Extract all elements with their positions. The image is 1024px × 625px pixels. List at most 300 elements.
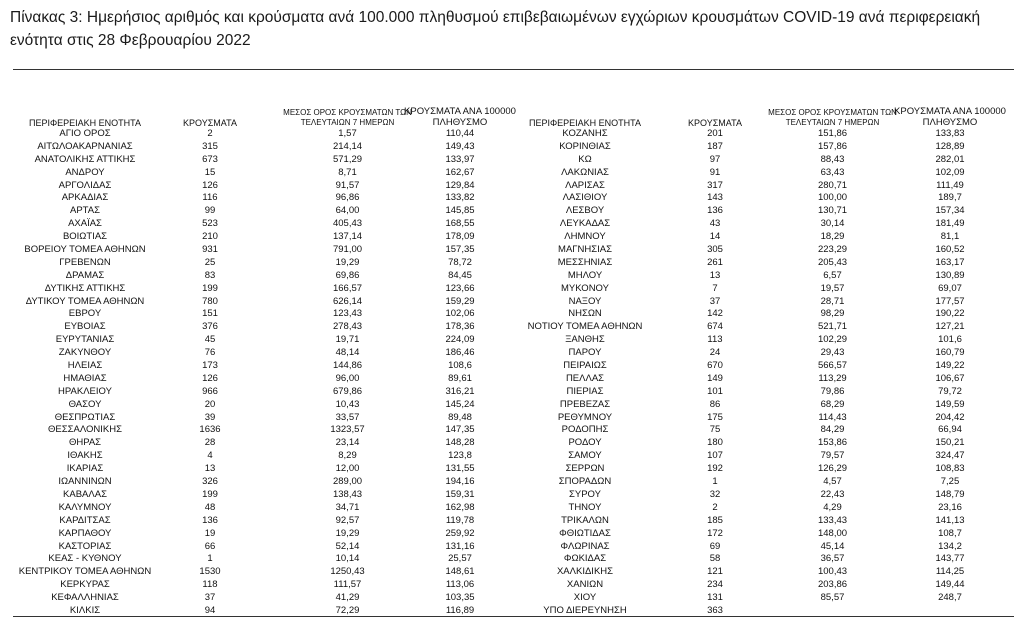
cell-avg7: 29,43 — [820, 347, 845, 359]
cell-unit: ΑΓΙΟ ΟΡΟΣ — [59, 128, 111, 139]
cell-cases: 376 — [202, 321, 218, 333]
cell-avg7: 88,43 — [820, 153, 845, 165]
cell-per100k: 189,7 — [938, 192, 962, 204]
cell-cases: 187 — [707, 140, 723, 152]
cell-per100k: 190,22 — [935, 308, 965, 320]
cell-avg7: 19,71 — [335, 334, 360, 346]
cell-avg7: 521,71 — [817, 321, 848, 333]
cell-per100k: 69,07 — [938, 282, 962, 294]
cell-avg7: 1323,57 — [330, 424, 365, 436]
cell-cases: 113 — [707, 334, 723, 346]
cell-unit: ΦΘΙΩΤΙΔΑΣ — [559, 527, 611, 539]
cell-cases: 28 — [204, 437, 216, 449]
cell-per100k: 148,79 — [935, 488, 965, 500]
cell-avg7: 23,14 — [335, 437, 360, 449]
cell-cases: 201 — [707, 128, 723, 139]
cell-per100k: 204,42 — [935, 411, 965, 423]
cell-cases: 86 — [709, 398, 721, 410]
cell-per100k: 181,49 — [935, 218, 965, 230]
cell-cases: 931 — [202, 244, 218, 256]
cell-cases: 4 — [207, 450, 213, 462]
cell-per100k: 102,06 — [445, 308, 475, 320]
cell-per100k: 178,09 — [445, 231, 475, 243]
cell-unit: ΑΧΑΪΑΣ — [68, 218, 102, 230]
cell-per100k: 7,25 — [940, 476, 960, 488]
cell-cases: 149 — [707, 372, 723, 384]
cell-avg7: 91,57 — [335, 179, 360, 191]
cell-unit: ΗΡΑΚΛΕΙΟΥ — [58, 385, 112, 397]
cell-cases: 192 — [707, 463, 723, 475]
cell-unit: ΑΙΤΩΛΟΑΚΑΡΝΑΝΙΑΣ — [37, 140, 133, 152]
cell-per100k: 259,92 — [445, 527, 475, 539]
cell-avg7: 72,29 — [335, 604, 360, 616]
cell-cases: 136 — [707, 205, 723, 217]
cell-avg7: 138,43 — [332, 488, 363, 500]
cell-per100k: 159,29 — [445, 295, 475, 307]
cell-unit: ΛΗΜΝΟΥ — [564, 231, 606, 243]
cell-avg7: 41,29 — [335, 592, 360, 604]
cell-unit: ΗΜΑΘΙΑΣ — [63, 372, 107, 384]
cell-unit: ΚΟΡΙΝΘΙΑΣ — [559, 140, 611, 152]
cell-per100k: 66,94 — [938, 424, 962, 436]
cell-per100k: 141,13 — [935, 514, 965, 526]
cell-per100k: 131,55 — [445, 463, 475, 475]
header-unit: ΠΕΡΙΦΕΡΕΙΑΚΗ ΕΝΟΤΗΤΑ — [528, 118, 642, 128]
cell-avg7: 166,57 — [332, 282, 363, 294]
cell-per100k: 178,36 — [445, 321, 475, 333]
cell-avg7: 223,29 — [817, 244, 848, 256]
cell-avg7: 52,14 — [335, 540, 360, 552]
cell-unit: ΚΕΑΣ - ΚΥΘΝΟΥ — [48, 553, 122, 565]
cell-cases: 142 — [707, 308, 723, 320]
cell-cases: 37 — [204, 592, 216, 604]
cell-avg7: 36,57 — [820, 553, 845, 565]
cell-unit: ΘΗΡΑΣ — [68, 437, 102, 449]
cell-per100k: 23,16 — [938, 501, 962, 513]
cell-cases: 48 — [204, 501, 216, 513]
cell-per100k: 194,16 — [445, 476, 475, 488]
cell-cases: 2 — [712, 501, 718, 513]
cell-cases: 234 — [707, 579, 723, 591]
cell-unit: ΙΚΑΡΙΑΣ — [66, 463, 104, 475]
cell-cases: 180 — [707, 437, 723, 449]
cell-cases: 25 — [204, 256, 216, 268]
cell-cases: 101 — [707, 385, 723, 397]
cell-avg7: 96,86 — [335, 192, 360, 204]
cell-per100k: 143,77 — [935, 553, 965, 565]
cell-cases: 210 — [202, 231, 218, 243]
cell-unit: ΤΡΙΚΑΛΩΝ — [561, 514, 609, 526]
cell-cases: 39 — [204, 411, 216, 423]
cell-cases: 1 — [712, 476, 718, 488]
cell-unit: ΜΗΛΟΥ — [567, 269, 603, 281]
cell-avg7: 102,29 — [817, 334, 848, 346]
cell-per100k: 248,7 — [938, 592, 962, 604]
cell-unit: ΝΟΤΙΟΥ ΤΟΜΕΑ ΑΘΗΝΩΝ — [527, 321, 643, 333]
cell-cases: 305 — [707, 244, 723, 256]
cell-cases: 175 — [707, 411, 723, 423]
cell-cases: 116 — [202, 192, 218, 204]
cell-per100k: 123,66 — [445, 282, 475, 294]
cell-unit: ΚΩ — [578, 153, 592, 165]
cell-avg7: 79,86 — [820, 385, 845, 397]
cell-cases: 69 — [709, 540, 721, 552]
cell-avg7: 10,43 — [335, 398, 360, 410]
cell-avg7: 85,57 — [820, 592, 845, 604]
cell-unit: ΛΑΚΩΝΙΑΣ — [561, 166, 609, 178]
cell-unit: ΠΕΙΡΑΙΩΣ — [563, 360, 607, 372]
top-rule — [13, 69, 1014, 70]
table-caption: Πίνακας 3: Ημερήσιος αριθμός και κρούσματα ανά 100.000 πληθυσμού επιβεβαιωμένων εγχώριων κρουσμάτων COVID-19 ανά περιφερειακή ενότητα στις 28 Φεβρουαρίου 2022 — [10, 9, 981, 49]
cell-avg7: 280,71 — [817, 179, 848, 191]
cell-per100k: 123,8 — [448, 450, 472, 462]
cell-per100k: 157,34 — [935, 205, 965, 217]
cell-avg7: 114,43 — [818, 411, 847, 423]
cell-avg7: 571,29 — [332, 153, 363, 165]
cell-unit: ΚΕΦΑΛΛΗΝΙΑΣ — [51, 592, 119, 604]
cell-per100k: 116,89 — [445, 604, 475, 616]
cell-avg7: 626,14 — [332, 295, 363, 307]
cell-cases: 91 — [709, 166, 721, 178]
header-avg7: ΜΕΣΟΣ ΟΡΟΣ ΚΡΟΥΣΜΑΤΩΝ ΤΩΝ ΤΕΛΕΥΤΑΙΩΝ 7 ΗΜΕΡΩΝ — [283, 108, 412, 127]
cell-per100k: 134,2 — [938, 540, 962, 552]
cell-unit: ΣΥΡΟΥ — [569, 488, 601, 500]
cell-per100k: 159,31 — [445, 488, 475, 500]
cell-unit: ΛΕΣΒΟΥ — [565, 205, 605, 217]
cell-per100k: 25,57 — [448, 553, 472, 565]
cell-per100k: 148,61 — [445, 566, 475, 578]
cell-unit: ΜΑΓΝΗΣΙΑΣ — [558, 244, 612, 256]
cell-avg7: 8,71 — [338, 166, 357, 178]
cell-per100k: 102,09 — [935, 166, 965, 178]
cell-unit: ΘΕΣΣΑΛΟΝΙΚΗΣ — [48, 424, 122, 436]
cell-per100k: 157,35 — [445, 244, 475, 256]
cell-avg7: 123,43 — [332, 308, 363, 320]
cell-cases: 151 — [202, 308, 218, 320]
cell-per100k: 113,06 — [445, 579, 475, 591]
cell-unit: ΚΕΝΤΡΙΚΟΥ ΤΟΜΕΑ ΑΘΗΝΩΝ — [18, 566, 152, 578]
cell-cases: 13 — [204, 463, 216, 475]
cell-cases: 1530 — [199, 566, 221, 578]
cell-per100k: 160,79 — [935, 347, 965, 359]
cell-avg7: 133,43 — [817, 514, 848, 526]
cell-unit: ΝΗΣΩΝ — [568, 308, 602, 320]
cell-per100k: 177,57 — [935, 295, 965, 307]
cell-cases: 1 — [207, 553, 213, 565]
header-per100k: ΚΡΟΥΣΜΑΤΑ ΑΝΑ 100000 ΠΛΗΘΥΣΜΟ — [404, 106, 516, 128]
cell-avg7: 12,00 — [335, 463, 360, 475]
cell-unit: ΚΑΡΠΑΘΟΥ — [58, 527, 112, 539]
cell-unit: ΥΠΟ ΔΙΕΡΕΥΝΗΣΗ — [543, 604, 627, 616]
cell-avg7: 4,57 — [823, 476, 842, 488]
cell-avg7: 113,29 — [818, 372, 847, 384]
cell-avg7: 18,29 — [820, 231, 845, 243]
cell-unit: ΓΡΕΒΕΝΩΝ — [59, 256, 111, 268]
cell-per100k: 133,82 — [445, 192, 475, 204]
cell-unit: ΑΡΤΑΣ — [70, 205, 100, 217]
cell-unit: ΣΠΟΡΑΔΩΝ — [558, 476, 612, 488]
cell-avg7: 34,71 — [335, 501, 360, 513]
cell-cases: 118 — [202, 579, 218, 591]
cell-cases: 19 — [204, 527, 216, 539]
cell-unit: ΛΑΡΙΣΑΣ — [565, 179, 605, 191]
cell-unit: ΚΑΣΤΟΡΙΑΣ — [58, 540, 112, 552]
cell-cases: 173 — [202, 360, 218, 372]
cell-unit: ΣΑΜΟΥ — [568, 450, 602, 462]
cell-per100k: 162,67 — [445, 166, 475, 178]
cell-unit: ΡΕΘΥΜΝΟΥ — [557, 411, 613, 423]
cell-avg7: 214,14 — [332, 140, 363, 152]
cell-cases: 126 — [202, 179, 218, 191]
cell-per100k: 145,24 — [445, 398, 475, 410]
cell-cases: 13 — [709, 269, 721, 281]
cell-cases: 121 — [707, 566, 723, 578]
cell-cases: 83 — [204, 269, 216, 281]
cell-per100k: 114,25 — [935, 566, 965, 578]
cell-avg7: 205,43 — [817, 256, 848, 268]
cell-avg7: 100,43 — [817, 566, 848, 578]
cell-avg7: 153,86 — [817, 437, 848, 449]
cell-unit: ΑΝΔΡΟΥ — [65, 166, 105, 178]
cell-avg7: 19,29 — [335, 256, 360, 268]
cell-cases: 315 — [202, 140, 218, 152]
cell-unit: ΗΛΕΙΑΣ — [67, 360, 103, 372]
cell-unit: ΖΑΚΥΝΘΟΥ — [58, 347, 112, 359]
cell-cases: 673 — [202, 153, 218, 165]
cell-unit: ΔΡΑΜΑΣ — [65, 269, 105, 281]
cell-per100k: 108,7 — [938, 527, 962, 539]
cell-per100k: 133,83 — [935, 128, 965, 139]
cell-unit: ΙΩΑΝΝΙΝΩΝ — [58, 476, 112, 488]
cell-per100k: 78,72 — [448, 256, 472, 268]
cell-unit: ΚΑΛΥΜΝΟΥ — [58, 501, 112, 513]
cell-per100k: 149,22 — [935, 360, 965, 372]
cell-cases: 185 — [707, 514, 723, 526]
cell-per100k: 103,35 — [445, 592, 475, 604]
cell-per100k: 168,55 — [445, 218, 475, 230]
cell-avg7: 96,00 — [335, 372, 360, 384]
cell-avg7: 10,14 — [335, 553, 360, 565]
cell-unit: ΠΑΡΟΥ — [568, 347, 602, 359]
cell-cases: 131 — [707, 592, 723, 604]
cell-cases: 99 — [204, 205, 216, 217]
cell-unit: ΚΕΡΚΥΡΑΣ — [60, 579, 110, 591]
cell-avg7: 203,86 — [817, 579, 848, 591]
cell-per100k: 150,21 — [935, 437, 965, 449]
cell-unit: ΔΥΤΙΚΟΥ ΤΟΜΕΑ ΑΘΗΝΩΝ — [25, 295, 145, 307]
cell-avg7: 1,57 — [338, 128, 357, 139]
cell-cases: 45 — [204, 334, 216, 346]
header-per100k: ΚΡΟΥΣΜΑΤΑ ΑΝΑ 100000 ΠΛΗΘΥΣΜΟ — [894, 106, 1006, 128]
cell-avg7: 4,29 — [823, 501, 842, 513]
cell-avg7: 157,86 — [817, 140, 848, 152]
cell-unit: ΜΥΚΟΝΟΥ — [561, 282, 609, 294]
cell-avg7: 405,43 — [332, 218, 363, 230]
cell-per100k: 89,48 — [448, 411, 472, 423]
cell-unit: ΚΑΡΔΙΤΣΑΣ — [59, 514, 111, 526]
cell-per100k: 108,83 — [935, 463, 965, 475]
cell-unit: ΒΟΡΕΙΟΥ ΤΟΜΕΑ ΑΘΗΝΩΝ — [24, 244, 146, 256]
header-unit: ΠΕΡΙΦΕΡΕΙΑΚΗ ΕΝΟΤΗΤΑ — [28, 118, 142, 128]
cell-unit: ΚΙΛΚΙΣ — [69, 604, 101, 616]
cell-unit: ΡΟΔΟΥ — [568, 437, 602, 449]
cell-avg7: 19,29 — [335, 527, 360, 539]
cell-cases: 1636 — [199, 424, 221, 436]
cell-avg7: 63,43 — [820, 166, 845, 178]
cell-unit: ΧΑΛΚΙΔΙΚΗΣ — [556, 566, 614, 578]
bottom-rule — [13, 616, 1014, 617]
cell-avg7: 79,57 — [820, 450, 845, 462]
cell-cases: 15 — [204, 166, 216, 178]
cell-cases: 780 — [202, 295, 218, 307]
cell-cases: 75 — [709, 424, 721, 436]
cell-avg7: 69,86 — [335, 269, 360, 281]
cell-unit: ΕΒΡΟΥ — [68, 308, 102, 320]
cell-per100k: 89,61 — [448, 372, 472, 384]
cell-cases: 76 — [204, 347, 216, 359]
cell-cases: 136 — [202, 514, 218, 526]
cell-avg7: 289,00 — [332, 476, 363, 488]
cell-unit: ΑΡΚΑΔΙΑΣ — [61, 192, 109, 204]
cell-per100k: 324,47 — [935, 450, 965, 462]
cell-unit: ΠΡΕΒΕΖΑΣ — [559, 398, 611, 410]
cell-per100k: 147,35 — [445, 424, 475, 436]
cell-cases: 58 — [709, 553, 721, 565]
cell-avg7: 22,43 — [820, 488, 845, 500]
cell-per100k: 160,52 — [935, 244, 965, 256]
cell-unit: ΦΛΩΡΙΝΑΣ — [560, 540, 610, 552]
cell-unit: ΒΟΙΩΤΙΑΣ — [62, 231, 108, 243]
cell-avg7: 111,57 — [333, 579, 362, 591]
cell-per100k: 149,59 — [935, 398, 965, 410]
cell-per100k: 149,44 — [935, 579, 965, 591]
cell-unit: ΦΩΚΙΔΑΣ — [563, 553, 607, 565]
cell-per100k: 282,01 — [935, 153, 965, 165]
cell-avg7: 33,57 — [335, 411, 360, 423]
cell-cases: 172 — [707, 527, 723, 539]
cell-cases: 66 — [204, 540, 216, 552]
cell-cases: 966 — [202, 385, 218, 397]
cell-unit: ΘΑΣΟΥ — [68, 398, 102, 410]
cell-avg7: 6,57 — [823, 269, 842, 281]
cell-cases: 670 — [707, 360, 723, 372]
cell-avg7: 19,57 — [820, 282, 845, 294]
cell-per100k: 84,45 — [448, 269, 472, 281]
cell-cases: 97 — [709, 153, 721, 165]
cell-per100k: 128,89 — [935, 140, 965, 152]
cell-per100k: 130,89 — [935, 269, 965, 281]
cell-unit: ΚΑΒΑΛΑΣ — [63, 488, 107, 500]
cell-avg7: 278,43 — [332, 321, 363, 333]
cell-avg7: 130,71 — [817, 205, 848, 217]
cell-per100k: 133,97 — [445, 153, 475, 165]
cell-cases: 261 — [707, 256, 723, 268]
cell-unit: ΕΥΡΥΤΑΝΙΑΣ — [55, 334, 115, 346]
cell-cases: 94 — [204, 604, 216, 616]
cell-per100k: 110,44 — [445, 128, 475, 139]
cell-per100k: 186,46 — [445, 347, 475, 359]
cell-cases: 126 — [202, 372, 218, 384]
cell-unit: ΑΡΓΟΛΙΔΑΣ — [58, 179, 112, 191]
cell-per100k: 149,43 — [445, 140, 475, 152]
cell-per100k: 108,6 — [448, 360, 472, 372]
cell-cases: 107 — [707, 450, 723, 462]
cell-cases: 2 — [207, 128, 213, 139]
cell-unit: ΞΑΝΘΗΣ — [565, 334, 605, 346]
cell-avg7: 791,00 — [332, 244, 363, 256]
cell-avg7: 92,57 — [335, 514, 360, 526]
cell-avg7: 137,14 — [332, 231, 363, 243]
cell-cases: 14 — [709, 231, 721, 243]
cell-unit: ΘΕΣΠΡΩΤΙΑΣ — [54, 411, 116, 423]
cell-unit: ΔΥΤΙΚΗΣ ΑΤΤΙΚΗΣ — [44, 282, 126, 294]
cell-avg7: 8,29 — [338, 450, 357, 462]
cell-avg7: 98,29 — [820, 308, 845, 320]
cell-unit: ΠΙΕΡΙΑΣ — [566, 385, 604, 397]
cell-avg7: 28,71 — [820, 295, 845, 307]
cell-avg7: 100,00 — [817, 192, 848, 204]
cell-per100k: 127,21 — [935, 321, 965, 333]
cell-per100k: 316,21 — [445, 385, 475, 397]
cell-cases: 24 — [709, 347, 721, 359]
cell-per100k: 224,09 — [445, 334, 475, 346]
cell-cases: 20 — [204, 398, 216, 410]
cell-cases: 7 — [712, 282, 718, 294]
cell-avg7: 45,14 — [820, 540, 845, 552]
cell-unit: ΛΕΥΚΑΔΑΣ — [559, 218, 611, 230]
cell-per100k: 101,6 — [938, 334, 962, 346]
cell-avg7: 126,29 — [817, 463, 848, 475]
cell-avg7: 148,00 — [817, 527, 848, 539]
cell-avg7: 84,29 — [820, 424, 845, 436]
cell-unit: ΝΑΞΟΥ — [568, 295, 602, 307]
cell-unit: ΙΘΑΚΗΣ — [67, 450, 103, 462]
cell-unit: ΑΝΑΤΟΛΙΚΗΣ ΑΤΤΙΚΗΣ — [34, 153, 136, 165]
cell-cases: 199 — [202, 282, 218, 294]
cell-avg7: 48,14 — [335, 347, 360, 359]
cell-avg7: 1250,43 — [330, 566, 365, 578]
cell-avg7: 151,86 — [817, 128, 848, 139]
cell-unit: ΧΙΟΥ — [573, 592, 597, 604]
cell-per100k: 145,85 — [445, 205, 475, 217]
cell-cases: 523 — [202, 218, 218, 230]
cell-unit: ΛΑΣΙΘΙΟΥ — [562, 192, 608, 204]
cell-avg7: 68,29 — [820, 398, 845, 410]
cell-unit: ΕΥΒΟΙΑΣ — [64, 321, 106, 333]
cell-cases: 32 — [709, 488, 721, 500]
cell-cases: 199 — [202, 488, 218, 500]
cell-cases: 143 — [707, 192, 723, 204]
cell-avg7: 144,86 — [332, 360, 363, 372]
cell-unit: ΚΟΖΑΝΗΣ — [562, 128, 608, 139]
cell-avg7: 679,86 — [332, 385, 363, 397]
cell-per100k: 131,16 — [445, 540, 475, 552]
cell-unit: ΡΟΔΟΠΗΣ — [561, 424, 609, 436]
cell-avg7: 30,14 — [820, 218, 845, 230]
cell-per100k: 106,67 — [935, 372, 965, 384]
cell-cases: 674 — [707, 321, 723, 333]
cell-per100k: 111,49 — [936, 179, 964, 191]
cell-cases: 43 — [709, 218, 721, 230]
cell-avg7: 64,00 — [335, 205, 360, 217]
cell-per100k: 162,98 — [445, 501, 475, 513]
cell-per100k: 81,1 — [940, 231, 960, 243]
header-cases: ΚΡΟΥΣΜΑΤΑ — [183, 118, 237, 128]
header-avg7: ΜΕΣΟΣ ΟΡΟΣ ΚΡΟΥΣΜΑΤΩΝ ΤΩΝ ΤΕΛΕΥΤΑΙΩΝ 7 ΗΜΕΡΩΝ — [768, 108, 897, 127]
cell-unit: ΜΕΣΣΗΝΙΑΣ — [557, 256, 613, 268]
cell-cases: 326 — [202, 476, 218, 488]
header-cases: ΚΡΟΥΣΜΑΤΑ — [688, 118, 742, 128]
